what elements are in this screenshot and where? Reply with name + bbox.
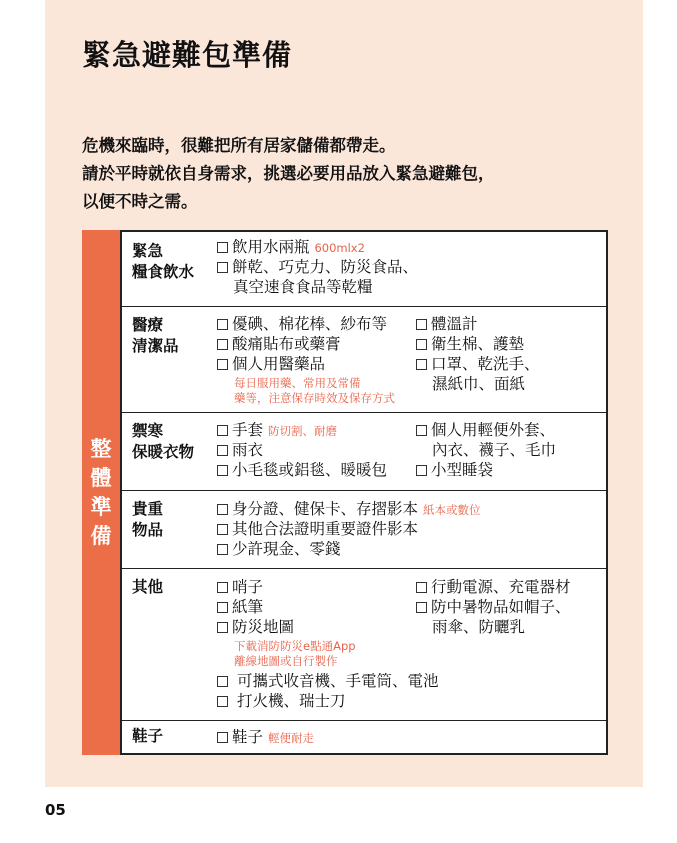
checkbox-icon[interactable] [217, 504, 228, 515]
checklist-item[interactable] [416, 355, 540, 374]
checkbox-icon[interactable] [416, 465, 427, 476]
checklist-item[interactable] [217, 578, 263, 597]
item-note: 下載消防防災e點通App [234, 639, 356, 653]
side-label-char: 整 [90, 436, 112, 461]
checklist-item[interactable] [217, 315, 387, 334]
checkbox-icon[interactable] [416, 339, 427, 350]
item-text: 鞋子 [232, 728, 264, 746]
checklist-item[interactable] [217, 258, 418, 277]
row-shoes [122, 720, 606, 753]
item-note: 600mlx2 [314, 241, 365, 255]
checklist-item[interactable] [217, 461, 387, 480]
item-text: 口罩、乾洗手、 [431, 355, 540, 373]
item-text-continued: 內衣、襪子、毛巾 [432, 441, 557, 459]
checkbox-icon[interactable] [416, 602, 427, 613]
category-line: 物品 [132, 521, 164, 539]
item-text-continued: 濕紙巾、面紙 [432, 375, 526, 393]
checklist-item[interactable] [217, 421, 337, 441]
checklist-item[interactable] [217, 598, 263, 617]
checkbox-icon[interactable] [416, 582, 427, 593]
item-text: 飲用水兩瓶 [232, 238, 310, 256]
checklist-item[interactable] [416, 335, 524, 354]
category-line: 保暖衣物 [132, 443, 195, 461]
checkbox-icon[interactable] [217, 339, 228, 350]
checkbox-icon[interactable] [217, 696, 228, 707]
category-label [132, 577, 163, 598]
item-text: 少許現金、零錢 [232, 540, 341, 558]
checkbox-icon[interactable] [217, 544, 228, 555]
category-line: 鞋子 [132, 727, 164, 745]
checkbox-icon[interactable] [416, 319, 427, 330]
item-text: 體溫計 [431, 315, 478, 333]
item-text: 小毛毯或鋁毯、暖暖包 [232, 461, 388, 479]
checkbox-icon[interactable] [217, 582, 228, 593]
checklist-item[interactable] [416, 461, 493, 480]
item-text: 酸痛貼布或藥膏 [232, 335, 341, 353]
category-line: 貴重 [132, 500, 164, 518]
category-label [132, 241, 194, 283]
category-line: 糧食飲水 [132, 263, 195, 281]
item-text: 個人用醫藥品 [232, 355, 326, 373]
item-text: 哨子 [232, 578, 264, 596]
item-text: 紙筆 [232, 598, 264, 616]
checkbox-icon[interactable] [217, 425, 228, 436]
side-label [82, 230, 120, 755]
row-other [122, 568, 606, 721]
side-label-char: 準 [90, 494, 112, 519]
checkbox-icon[interactable] [217, 319, 228, 330]
item-note: 藥等，注意保存時效及保存方式 [234, 391, 395, 405]
category-line: 清潔品 [132, 337, 179, 355]
row-food [122, 232, 606, 307]
checklist-item[interactable] [217, 692, 345, 711]
row-medical [122, 306, 606, 413]
item-note: 每日服用藥、常用及常備 [234, 376, 361, 390]
item-text: 其他合法證明重要證件影本 [232, 520, 419, 538]
item-text: 個人用輕便外套、 [431, 421, 556, 439]
side-label-char: 備 [90, 523, 112, 548]
category-line: 醫療 [132, 316, 164, 334]
item-text: 小型睡袋 [431, 461, 494, 479]
category-line: 緊急 [132, 242, 164, 260]
checklist-item[interactable] [416, 598, 571, 617]
item-note: 輕便耐走 [267, 731, 314, 745]
checkbox-icon[interactable] [217, 524, 228, 535]
category-label [132, 726, 163, 747]
item-text: 打火機、瑞士刀 [236, 692, 346, 710]
checklist-item[interactable] [217, 540, 341, 559]
intro-line: 危機來臨時，很難把所有居家儲備都帶走。 [82, 136, 396, 155]
checklist-table [120, 230, 608, 755]
item-text: 雨衣 [232, 441, 264, 459]
checkbox-icon[interactable] [217, 359, 228, 370]
checkbox-icon[interactable] [217, 242, 228, 253]
checklist-item[interactable] [416, 315, 478, 334]
checklist-item[interactable] [217, 728, 314, 748]
checklist-item[interactable] [217, 520, 418, 539]
page-number: 05 [45, 801, 66, 819]
item-note: 防切割、耐磨 [267, 424, 337, 438]
item-text: 手套 [232, 421, 264, 439]
checklist-item[interactable] [217, 355, 325, 374]
checklist-item[interactable] [217, 500, 480, 520]
checkbox-icon[interactable] [416, 425, 427, 436]
item-text: 餅乾、巧克力、防災食品、 [232, 258, 419, 276]
item-text: 防災地圖 [232, 618, 295, 636]
checklist-item[interactable] [217, 335, 341, 354]
row-valuables [122, 490, 606, 569]
item-text: 行動電源、充電器材 [431, 578, 571, 596]
category-line: 禦寒 [132, 422, 164, 440]
row-warm-clothing [122, 412, 606, 491]
intro-line: 以便不時之需。 [82, 192, 198, 211]
category-line: 其他 [132, 578, 164, 596]
item-text-continued: 雨傘、防曬乳 [432, 618, 526, 636]
item-note: 紙本或數位 [422, 503, 481, 517]
item-text: 身分證、健保卡、存摺影本 [232, 500, 419, 518]
item-text: 可攜式收音機、手電筒、電池 [236, 672, 439, 690]
checklist-item[interactable] [416, 421, 555, 440]
intro-line: 請於平時就依自身需求，挑選必要用品放入緊急避難包， [82, 164, 495, 183]
checkbox-icon[interactable] [217, 465, 228, 476]
item-text-continued: 真空速食食品等乾糧 [233, 278, 373, 296]
category-label [132, 499, 163, 541]
item-text: 防中暑物品如帽子、 [431, 598, 571, 616]
page-title: 緊急避難包準備 [82, 38, 293, 72]
item-text: 衛生棉、護墊 [431, 335, 525, 353]
checklist-item[interactable] [217, 618, 294, 637]
checkbox-icon[interactable] [217, 622, 228, 633]
category-label [132, 315, 179, 357]
checkbox-icon[interactable] [217, 676, 228, 687]
checklist-item[interactable] [217, 672, 438, 691]
intro-text [82, 132, 495, 216]
item-text: 優碘、棉花棒、紗布等 [232, 315, 388, 333]
side-label-char: 體 [90, 465, 112, 490]
checkbox-icon[interactable] [217, 262, 228, 273]
checklist-item[interactable] [217, 238, 365, 258]
checkbox-icon[interactable] [416, 359, 427, 370]
checkbox-icon[interactable] [217, 732, 228, 743]
category-label [132, 421, 194, 463]
checkbox-icon[interactable] [217, 602, 228, 613]
checkbox-icon[interactable] [217, 445, 228, 456]
item-note: 離線地圖或自行製作 [234, 654, 338, 668]
checklist-item[interactable] [416, 578, 571, 597]
checklist-item[interactable] [217, 441, 263, 460]
